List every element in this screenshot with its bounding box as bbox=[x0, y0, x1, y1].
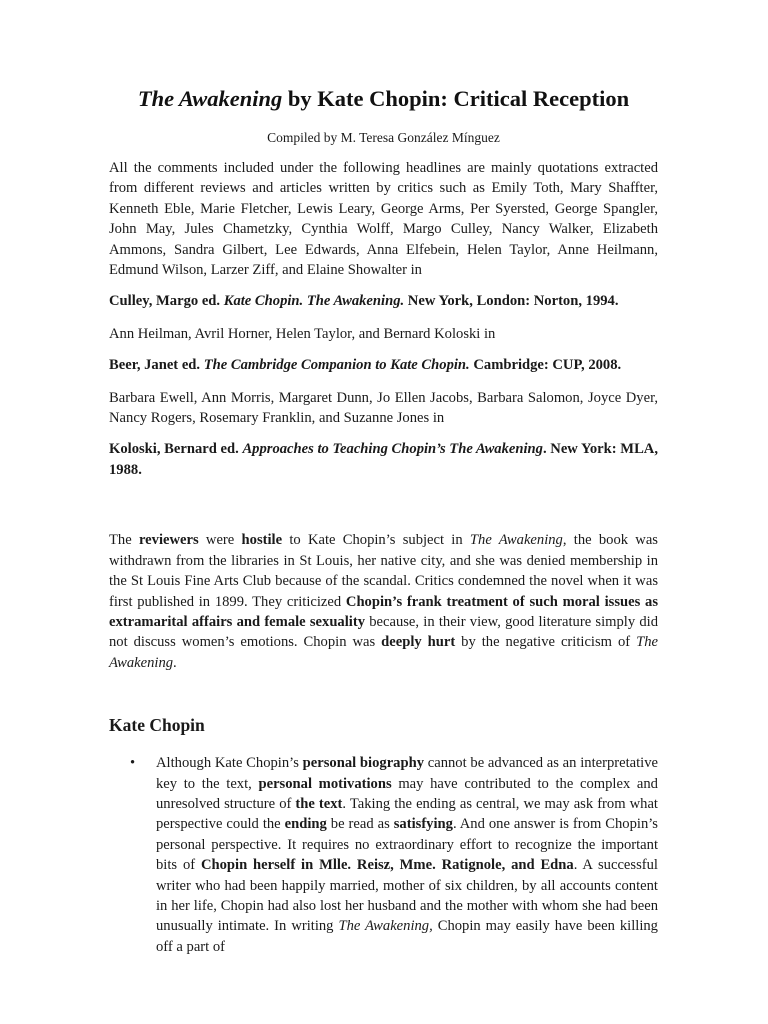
title-rest: by Kate Chopin: Critical Reception bbox=[282, 86, 630, 111]
emphasis-run: Chopin’s frank treatment of such moral issues as extramarital affairs and female sexuality bbox=[109, 593, 659, 630]
citation-culley bbox=[109, 291, 658, 311]
text-run: by the negative criticism of bbox=[455, 634, 637, 651]
text-run: The bbox=[109, 532, 139, 549]
text-run: to Kate Chopin’s subject in bbox=[282, 532, 470, 549]
book-title-run: The Awakening, bbox=[338, 918, 433, 935]
citation-koloski bbox=[109, 439, 658, 480]
list-item bbox=[130, 753, 659, 957]
text-run: were bbox=[198, 532, 242, 549]
text-run: because, in their view, good literature simply did not discuss women’s emotions. Chopin was bbox=[109, 613, 658, 651]
citation-editor: Beer, Janet ed. bbox=[109, 357, 204, 374]
emphasis-run: Chopin herself in Mlle. Reisz, Mme. Ratignole, and Edna bbox=[200, 857, 574, 874]
section-heading-kate-chopin: Kate Chopin bbox=[109, 715, 205, 736]
bullet-icon: • bbox=[130, 755, 136, 772]
byline: Compiled by M. Teresa González Mínguez bbox=[267, 130, 500, 145]
book-title-run: The Awakening bbox=[109, 634, 658, 671]
critics-group-3: Barbara Ewell, Ann Morris, Margaret Dunn, Jo Ellen Jacobs, Barbara Salomon, Joyce Dyer, Nancy Rogers, Rosemary Franklin, and Suzanne Jones in bbox=[109, 389, 658, 427]
text-run: Chopin may easily have been killing off a part of bbox=[156, 918, 658, 955]
text-run: Although Kate Chopin’s bbox=[156, 755, 303, 772]
citation-editor: Koloski, Bernard ed. bbox=[109, 441, 243, 458]
emphasis-run: the text bbox=[295, 795, 343, 812]
emphasis-run: ending bbox=[284, 816, 327, 833]
text-run: may have contributed to the complex and unresolved structure of bbox=[156, 775, 658, 812]
text-run: cannot be advanced as an interpretative key to the text, bbox=[156, 755, 659, 792]
citation-publisher: . New York: MLA, 1988. bbox=[109, 441, 658, 478]
citation-publisher: Cambridge: CUP, 2008. bbox=[469, 357, 622, 374]
bullet-list bbox=[109, 753, 658, 957]
citation-work: The Cambridge Companion to Kate Chopin. bbox=[203, 357, 470, 374]
text-run: . Taking the ending as central, we may ask from what perspective could the bbox=[156, 795, 658, 833]
citation-beer bbox=[109, 355, 658, 375]
text-run: . A successful writer who had been happily married, mother of six children, by all accounts content in her life, Chopin had also lost her husband and the mother with whom she had been unusually intimate. In writing bbox=[156, 857, 658, 935]
document-title bbox=[109, 84, 658, 114]
intro-paragraph: All the comments included under the following headlines are mainly quotations extracted from different reviews and articles written by critics such as Emily Toth, Mary Shaffter, Kenneth Eble, Marie Fletcher, Lewis Leary, George Arms, Per Syersted, George Spangler, John May, Jules Chametzky, Cynthia Wolff, Margo Culley, Nancy Walker, Elizabeth Ammons, Sandra Gilbert, Lee Edwards, Anna Elfebein, Helen Taylor, Anne Heilmann, Edmund Wilson, Larzer Ziff, and Elaine Showalter in bbox=[109, 160, 658, 279]
title-work: The Awakening bbox=[137, 86, 283, 111]
text-run: , the book was withdrawn from the libraries in St Louis, her native city, and she was denied membership in the St Louis Fine Arts Club because of the scandal. Critics condemned the novel when it was first published in 1899. They criticized bbox=[109, 532, 658, 610]
critics-group-2: Ann Heilman, Avril Horner, Helen Taylor, and Bernard Koloski in bbox=[109, 325, 496, 342]
text-run: be read as bbox=[326, 816, 394, 833]
emphasis-run: deeply hurt bbox=[381, 634, 456, 651]
reviewers-paragraph bbox=[109, 530, 658, 673]
citation-publisher: New York, London: Norton, 1994. bbox=[404, 293, 619, 310]
emphasis-run: reviewers bbox=[138, 532, 199, 549]
citation-editor: Culley, Margo ed. bbox=[109, 293, 224, 310]
emphasis-run: personal biography bbox=[302, 755, 424, 772]
book-title-run: The Awakening bbox=[469, 532, 563, 549]
citation-work: Kate Chopin. The Awakening. bbox=[223, 293, 405, 310]
text-run: . And one answer is from Chopin’s personal perspective. It requires no extraordinary effort to recognize the important bits of bbox=[156, 816, 658, 874]
emphasis-run: satisfying bbox=[393, 816, 453, 833]
emphasis-run: hostile bbox=[241, 532, 283, 549]
emphasis-run: personal motivations bbox=[258, 775, 392, 792]
citation-work: Approaches to Teaching Chopin’s The Awakening bbox=[242, 441, 543, 458]
text-run: . bbox=[173, 654, 177, 671]
